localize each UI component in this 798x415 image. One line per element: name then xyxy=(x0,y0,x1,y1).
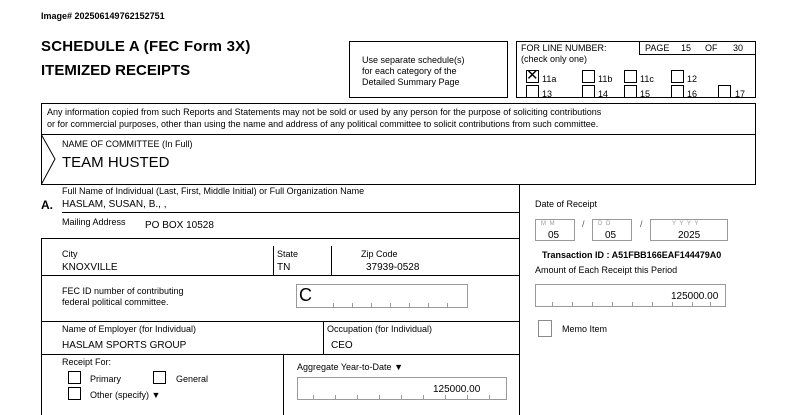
tick-mark xyxy=(572,302,573,307)
committee-name: TEAM HUSTED xyxy=(62,154,170,171)
city-value: KNOXVILLE xyxy=(62,262,118,273)
date-year-value: 2025 xyxy=(678,230,701,241)
line-17-checkbox[interactable] xyxy=(718,85,731,98)
line-15-label: 15 xyxy=(640,89,651,99)
occupation-value: CEO xyxy=(331,340,353,351)
employer-label: Name of Employer (for Individual) xyxy=(62,324,197,334)
divider xyxy=(41,134,756,135)
line-17-label: 17 xyxy=(735,89,746,99)
state-value: TN xyxy=(277,262,291,273)
divider xyxy=(323,321,324,354)
line-16-label: 16 xyxy=(687,89,698,99)
tick-mark xyxy=(467,395,468,400)
line-13-label: 13 xyxy=(542,89,553,99)
line-11b-label: 11b xyxy=(598,74,613,84)
tick-mark xyxy=(428,303,429,308)
tick-mark xyxy=(592,302,593,307)
entry-letter: A. xyxy=(41,198,53,212)
line-11c-checkbox[interactable] xyxy=(624,70,637,83)
tick-mark xyxy=(371,303,372,308)
divider xyxy=(41,321,519,322)
full-name-value: HASLAM, SUSAN, B., , xyxy=(62,199,167,210)
date-day-hint: D D xyxy=(598,221,612,227)
amount-label: Amount of Each Receipt this Period xyxy=(535,265,678,275)
tick-mark xyxy=(333,303,334,308)
date-sep: / xyxy=(640,219,643,229)
date-sep: / xyxy=(582,219,585,229)
other-checkbox[interactable] xyxy=(68,387,81,400)
line-16-checkbox[interactable] xyxy=(671,85,684,98)
line-12-checkbox[interactable] xyxy=(671,70,684,83)
general-checkbox[interactable] xyxy=(153,371,166,384)
notice-text: Any information copied from such Reports and Statements may not be sold or used by any person for the purpose of soliciting contributions or for commercial purposes, other than using the name and address of any political committee to solicit contributions from such committee. xyxy=(47,107,602,129)
divider xyxy=(41,238,519,239)
tick-mark xyxy=(552,302,553,307)
committee-arrow-icon xyxy=(41,134,61,185)
tick-mark xyxy=(401,395,402,400)
tick-mark xyxy=(632,302,633,307)
tick-mark xyxy=(423,395,424,400)
memo-label: Memo Item xyxy=(562,324,608,334)
committee-label: NAME OF COMMITTEE (In Full) xyxy=(62,139,193,149)
page-number: 15 xyxy=(681,43,692,53)
image-id: Image# 202506149762152751 xyxy=(41,11,165,21)
line-14-checkbox[interactable] xyxy=(582,85,595,98)
tick-mark xyxy=(357,395,358,400)
primary-checkbox[interactable] xyxy=(68,371,81,384)
tick-mark xyxy=(489,395,490,400)
date-label: Date of Receipt xyxy=(535,199,598,209)
memo-checkbox[interactable] xyxy=(538,320,552,337)
divider xyxy=(41,354,519,355)
line-14-label: 14 xyxy=(598,89,609,99)
line-11a-checkbox[interactable] xyxy=(526,67,539,84)
checkmark-x-icon: ✕ xyxy=(526,67,539,84)
aggregate-value: 125000.00 xyxy=(433,384,481,395)
check-only-one: (check only one) xyxy=(521,54,588,64)
tick-mark xyxy=(409,303,410,308)
fec-id-input[interactable] xyxy=(296,284,468,308)
divider xyxy=(41,238,42,415)
divider xyxy=(62,212,519,213)
line-13-checkbox[interactable] xyxy=(526,85,539,98)
line-number-label: FOR LINE NUMBER: xyxy=(521,43,607,53)
zip-value: 37939-0528 xyxy=(366,262,420,273)
schedule-subtitle: ITEMIZED RECEIPTS xyxy=(41,62,191,79)
divider xyxy=(283,354,284,415)
page-label: PAGE xyxy=(645,43,670,53)
tick-mark xyxy=(335,395,336,400)
tick-mark xyxy=(390,303,391,308)
other-specify-label: Other (specify) ▼ xyxy=(90,390,161,400)
tick-mark xyxy=(652,302,653,307)
divider xyxy=(273,246,274,275)
city-label: City xyxy=(62,249,78,259)
state-label: State xyxy=(277,249,299,259)
aggregate-label: Aggregate Year-to-Date ▼ xyxy=(297,362,403,372)
of-label: OF xyxy=(705,43,718,53)
line-15-checkbox[interactable] xyxy=(624,85,637,98)
zip-label: Zip Code xyxy=(361,249,398,259)
receipt-for-label: Receipt For: xyxy=(62,357,112,367)
transaction-id: Transaction ID : A51FBB166EAF144479A0 xyxy=(542,250,722,260)
line-12-label: 12 xyxy=(687,74,698,84)
general-label: General xyxy=(176,374,209,384)
line-11a-label: 11a xyxy=(542,74,557,84)
amount-value: 125000.00 xyxy=(671,291,719,302)
page-total: 30 xyxy=(733,43,744,53)
line-11c-label: 11c xyxy=(640,74,654,84)
tick-mark xyxy=(313,395,314,400)
fec-id-prefix: C xyxy=(299,285,312,305)
tick-mark xyxy=(672,302,673,307)
full-name-label: Full Name of Individual (Last, First, Middle Initial) or Full Organization Name xyxy=(62,186,365,196)
schedule-title: SCHEDULE A (FEC Form 3X) xyxy=(41,38,251,55)
date-month-value: 05 xyxy=(548,230,560,241)
tick-mark xyxy=(692,302,693,307)
occupation-label: Occupation (for Individual) xyxy=(327,324,433,334)
date-day-value: 05 xyxy=(605,230,617,241)
fec-id-label: FEC ID number of contributing federal political committee. xyxy=(62,286,184,307)
mailing-address-label: Mailing Address xyxy=(62,217,126,227)
tick-mark xyxy=(612,302,613,307)
tick-mark xyxy=(447,303,448,308)
divider xyxy=(519,185,520,415)
employer-value: HASLAM SPORTS GROUP xyxy=(62,340,187,351)
primary-label: Primary xyxy=(90,374,121,384)
date-month-hint: M M xyxy=(541,221,556,227)
tick-mark xyxy=(379,395,380,400)
date-year-hint: Y Y Y Y xyxy=(672,221,700,227)
instructions-text: Use separate schedule(s) for each category of the Detailed Summary Page xyxy=(362,55,465,87)
tick-mark xyxy=(445,395,446,400)
line-11b-checkbox[interactable] xyxy=(582,70,595,83)
mailing-address-value: PO BOX 10528 xyxy=(145,220,214,231)
tick-mark xyxy=(352,303,353,308)
divider xyxy=(331,246,332,275)
tick-mark xyxy=(710,302,711,307)
divider xyxy=(41,275,519,276)
